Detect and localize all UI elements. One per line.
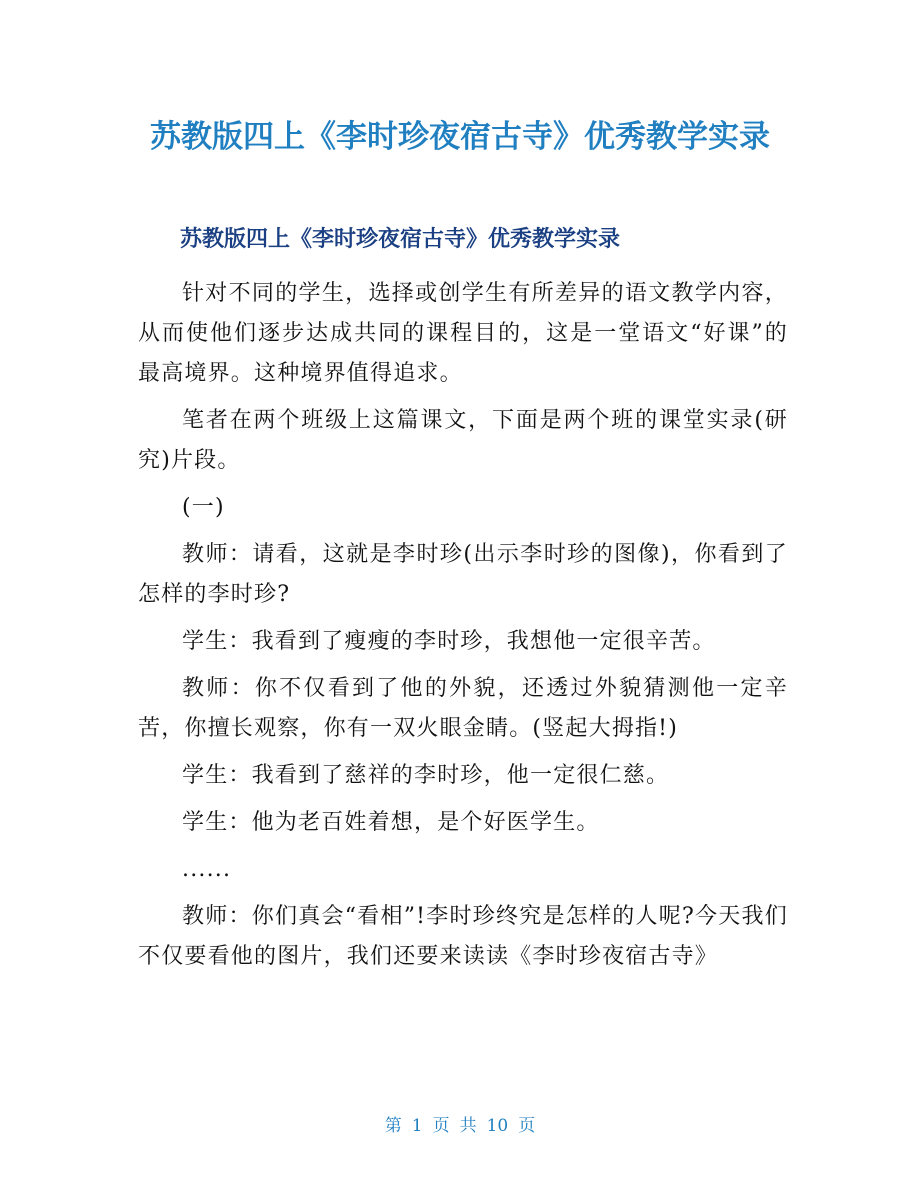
page-footer: [0, 1112, 920, 1140]
footer-total-label: 共: [459, 1116, 477, 1136]
footer-page-label: 页: [432, 1116, 450, 1136]
footer-total-pages: 10: [486, 1116, 509, 1136]
dialogue-line: 学生：他为老百姓着想，是个好医学生。: [182, 810, 600, 835]
paragraph-intro: 针对不同的学生，选择或创学生有所差异的语文教学内容，从而使他们逐步达成共同的课程目的，这是一堂语文“好课”的最高境界。这种境界值得追求。: [138, 281, 788, 386]
document-subtitle: 苏教版四上《李时珍夜宿古寺》优秀教学实录: [180, 227, 621, 252]
dialogue-line: 教师：你们真会“看相”!李时珍终究是怎样的人呢?今天我们不仅要看他的图片，我们还要来读读《李时珍夜宿古寺》: [138, 904, 788, 969]
page-title: 苏教版四上《李时珍夜宿古寺》优秀教学实录: [150, 119, 770, 155]
dialogue-line: 教师：请看，这就是李时珍(出示李时珍的图像)，你看到了怎样的李时珍?: [138, 542, 788, 607]
footer-current-page: 1: [411, 1116, 423, 1136]
footer-page-suffix: 页: [518, 1116, 536, 1136]
dialogue-line: 教师：你不仅看到了他的外貌，还透过外貌猜测他一定辛苦，你擅长观察，你有一双火眼金睛。(竖起大拇指!): [138, 676, 788, 741]
ellipsis-line: ......: [182, 857, 232, 882]
section-heading: (一): [182, 495, 225, 520]
footer-page-prefix: 第: [384, 1116, 402, 1136]
dialogue-line: 学生：我看到了瘦瘦的李时珍，我想他一定很辛苦。: [182, 629, 716, 654]
dialogue-line: 学生：我看到了慈祥的李时珍，他一定很仁慈。: [182, 763, 670, 788]
paragraph-context: 笔者在两个班级上这篇课文，下面是两个班的课堂实录(研究)片段。: [138, 408, 788, 473]
document-body: [138, 274, 788, 984]
